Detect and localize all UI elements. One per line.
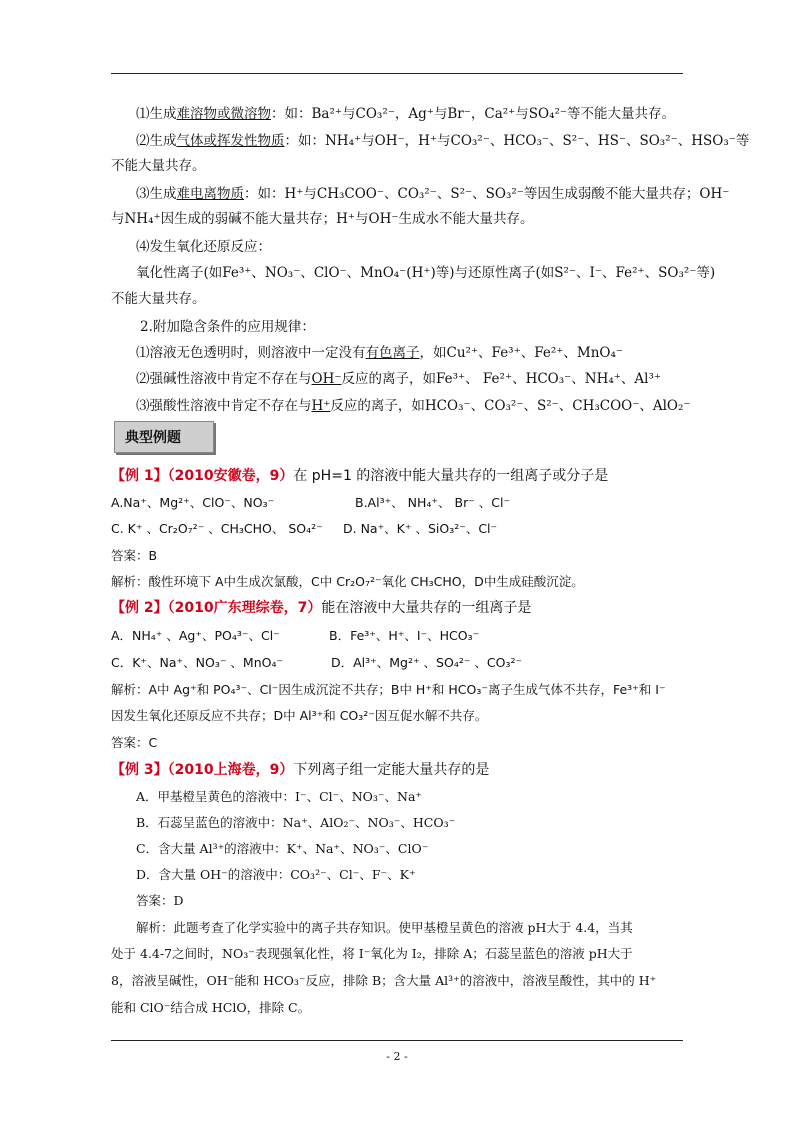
section-header-box bbox=[114, 421, 214, 453]
text: ⑵生成 bbox=[136, 133, 177, 149]
example-3-analysis-1: 解析：此题考查了化学实验中的离子共存知识。使甲基橙呈黄色的溶液 pH大于 4.4，当其 bbox=[136, 920, 633, 935]
example-3-answer: 答案：D bbox=[136, 893, 184, 908]
example-2-option-d: D．Al³⁺、Mg²⁺ 、SO₄²⁻ 、CO₃²⁻ bbox=[331, 655, 523, 670]
example-question: 在 pH=1 的溶液中能大量共存的一组离子或分子是 bbox=[293, 468, 609, 484]
footer-rule bbox=[111, 1040, 683, 1041]
rule-colorless bbox=[136, 343, 623, 363]
item-redox-cont: 不能大量共存。 bbox=[111, 291, 206, 307]
example-tag: 【例 1】 bbox=[111, 468, 168, 484]
text: ⑶生成 bbox=[136, 186, 177, 202]
header-rule bbox=[111, 73, 683, 74]
example-2-option-b: B．Fe³⁺、H⁺、I⁻、HCO₃⁻ bbox=[329, 628, 480, 643]
example-2-analysis-2: 因发生氧化还原反应不共存；D中 Al³⁺和 CO₃²⁻因互促水解不共存。 bbox=[111, 708, 488, 723]
item-redox-body: 氧化性离子(如Fe³⁺、NO₃⁻、ClO⁻、MnO₄⁻(H⁺)等)与还原性离子(如S²⁻、I⁻、Fe²⁺、SO₃²⁻等) bbox=[136, 265, 716, 281]
example-tag: 【例 3】 bbox=[111, 762, 168, 778]
underlined-term: 难溶物或微溶物 bbox=[176, 106, 271, 122]
example-3-option-d: D．含大量 OH⁻的溶液中：CO₃²⁻、Cl⁻、F⁻、K⁺ bbox=[136, 867, 416, 882]
example-3-analysis-3: 8，溶液呈碱性，OH⁻能和 HCO₃⁻反应，排除 B；含大量 Al³⁺的溶液中，溶液呈酸性，其中的 H⁺ bbox=[111, 973, 657, 988]
example-3-option-c: C．含大量 Al³⁺的溶液中：K⁺、Na⁺、NO₃⁻、ClO⁻ bbox=[136, 841, 429, 856]
example-question: 能在溶液中大量共存的一组离子是 bbox=[321, 600, 532, 616]
text: ⑴生成 bbox=[136, 106, 177, 122]
text: 反应的离子，如Fe³⁺、 Fe²⁺、HCO₃⁻、NH₄⁺、Al³⁺ bbox=[341, 371, 662, 387]
example-2-option-c: C．K⁺、Na⁺、NO₃⁻ 、MnO₄⁻ bbox=[111, 655, 284, 670]
example-1-answer: 答案：B bbox=[111, 548, 158, 563]
example-3-analysis-4: 能和 ClO⁻结合成 HClO，排除 C。 bbox=[111, 1000, 311, 1015]
example-1-option-c: C. K⁺ 、Cr₂O₇²⁻ 、CH₃CHO、 SO₄²⁻ bbox=[111, 521, 323, 536]
example-2-analysis-1: 解析：A中 Ag⁺和 PO₄³⁻、Cl⁻因生成沉淀不共存；B中 H⁺和 HCO₃⁻离子生成气体不共存，Fe³⁺和 I⁻ bbox=[111, 682, 666, 697]
item-redox-title: ⑷发生氧化还原反应： bbox=[136, 239, 271, 255]
example-2-answer: 答案：C bbox=[111, 735, 158, 750]
text: ：如：Ba²⁺与CO₃²⁻，Ag⁺与Br⁻，Ca²⁺与SO₄²⁻等不能大量共存。 bbox=[271, 106, 676, 122]
text: ⑵强碱性溶液中肯定不存在与 bbox=[136, 371, 312, 387]
item-weak-electrolyte-cont: 与NH₄⁺因生成的弱碱不能大量共存；H⁺与OH⁻生成水不能大量共存。 bbox=[111, 211, 534, 227]
example-tag: 【例 2】 bbox=[111, 600, 168, 616]
example-source: （2010安徽卷，9） bbox=[167, 468, 294, 484]
example-3-option-b: B．石蕊呈蓝色的溶液中：Na⁺、AlO₂⁻、NO₃⁻、HCO₃⁻ bbox=[136, 815, 456, 830]
example-source: （2010广东理综卷，7） bbox=[167, 600, 322, 616]
item-gas-cont: 不能大量共存。 bbox=[111, 158, 206, 174]
text: ，如Cu²⁺、Fe³⁺、Fe²⁺、MnO₄⁻ bbox=[419, 345, 623, 361]
item-gas bbox=[136, 131, 749, 151]
section-header-label: 典型例题 bbox=[125, 430, 181, 446]
item-insoluble bbox=[136, 104, 675, 124]
example-1-analysis: 解析：酸性环境下 A中生成次氯酸，C中 Cr₂O₇²⁻氧化 CH₃CHO，D中生成硅酸沉淀。 bbox=[111, 574, 584, 589]
example-source: （2010上海卷，9） bbox=[167, 762, 294, 778]
example-1-option-a: A.Na⁺、Mg²⁺、ClO⁻、NO₃⁻ bbox=[111, 495, 275, 510]
text: ⑴溶液无色透明时，则溶液中一定没有 bbox=[136, 345, 366, 361]
page-number: - 2 - bbox=[386, 1050, 408, 1063]
example-1-option-d: D. Na⁺、K⁺ 、SiO₃²⁻、Cl⁻ bbox=[343, 521, 498, 536]
example-question: 下列离子组一定能大量共存的是 bbox=[293, 762, 490, 778]
example-2-stem bbox=[111, 598, 531, 618]
example-3-stem bbox=[111, 760, 489, 780]
item-weak-electrolyte bbox=[136, 184, 729, 204]
text: 反应的离子，如HCO₃⁻、CO₃²⁻、S²⁻、CH₃COO⁻、AlO₂⁻ bbox=[330, 398, 691, 414]
rule-basic bbox=[136, 369, 661, 389]
underlined-term: 气体或挥发性物质 bbox=[176, 133, 285, 149]
section2-title: 2.附加隐含条件的应用规律： bbox=[140, 319, 315, 335]
text: ⑶强酸性溶液中肯定不存在与 bbox=[136, 398, 312, 414]
underlined-term: H⁺ bbox=[311, 398, 331, 414]
underlined-term: OH⁻ bbox=[311, 371, 342, 387]
rule-acidic bbox=[136, 396, 691, 416]
text: ：如：NH₄⁺与OH⁻，H⁺与CO₃²⁻、HCO₃⁻、S²⁻、HS⁻、SO₃²⁻、HSO₃⁻等 bbox=[284, 133, 750, 149]
example-1-stem bbox=[111, 466, 608, 486]
underlined-term: 有色离子 bbox=[365, 345, 420, 361]
example-1-option-b: B.Al³⁺、 NH₄⁺、 Br⁻ 、Cl⁻ bbox=[355, 495, 511, 510]
example-3-option-a: A．甲基橙呈黄色的溶液中：I⁻、Cl⁻、NO₃⁻、Na⁺ bbox=[136, 789, 423, 804]
example-2-option-a: A．NH₄⁺ 、Ag⁺、PO₄³⁻、Cl⁻ bbox=[111, 628, 280, 643]
text: ：如：H⁺与CH₃COO⁻、CO₃²⁻、S²⁻、SO₃²⁻等因生成弱酸不能大量共存；OH⁻ bbox=[244, 186, 730, 202]
example-3-analysis-2: 处于 4.4-7之间时，NO₃⁻表现强氧化性，将 I⁻氧化为 I₂，排除 A；石蕊呈蓝色的溶液 pH大于 bbox=[111, 946, 633, 961]
underlined-term: 难电离物质 bbox=[176, 186, 244, 202]
